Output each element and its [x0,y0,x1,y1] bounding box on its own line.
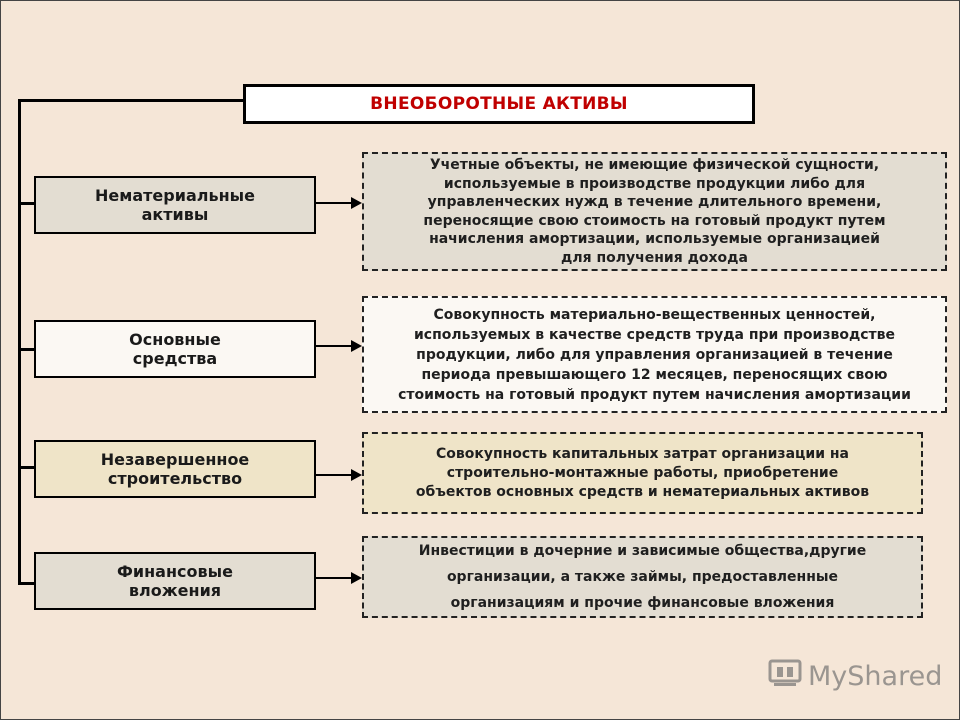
description-construction-in-progress: Совокупность капитальных затрат организации на строительно-монтажные работы, приобретение объектов основных средств и нематериальных активов [362,432,923,514]
branch-line-4 [18,582,34,585]
category-construction-in-progress: Незавершенное строительство [34,440,316,498]
watermark [768,656,942,696]
branch-line-2 [18,348,34,351]
category-intangible-assets: Нематериальные активы [34,176,316,234]
arrow-head-1 [351,197,362,209]
watermark-text: MyShared [808,660,943,692]
title-connector-line [18,99,243,102]
category-fixed-assets: Основные средства [34,320,316,378]
arrow-head-2 [351,340,362,352]
description-fixed-assets: Совокупность материально-вещественных ценностей, используемых в качестве средств труда при производстве продукции, либо для управления организацией в течение периода превышающего 12 месяцев, переносящих свою стоимость на готовый продукт путем начисления амортизации [362,296,947,413]
category-financial-investments: Финансовые вложения [34,552,316,610]
trunk-line [18,99,21,585]
arrow-head-3 [351,469,362,481]
description-intangible-assets: Учетные объекты, не имеющие физической сущности, используемые в производстве продукции либо для управленческих нужд в течение длительного времени, переносящие свою стоимость на готовый продукт путем начисления амортизации, используемые организацией для получения дохода [362,152,947,271]
arrow-line-4 [316,577,352,579]
mystudies-logo-icon [768,657,802,696]
branch-line-1 [18,202,34,205]
arrow-line-3 [316,474,352,476]
branch-line-3 [18,466,34,469]
arrow-line-1 [316,202,352,204]
description-financial-investments: Инвестиции в дочерние и зависимые общества,другие организации, а также займы, предоставленные организациям и прочие финансовые вложения [362,536,923,618]
arrow-line-2 [316,345,352,347]
arrow-head-4 [351,572,362,584]
diagram-title: ВНЕОБОРОТНЫЕ АКТИВЫ [243,84,755,124]
